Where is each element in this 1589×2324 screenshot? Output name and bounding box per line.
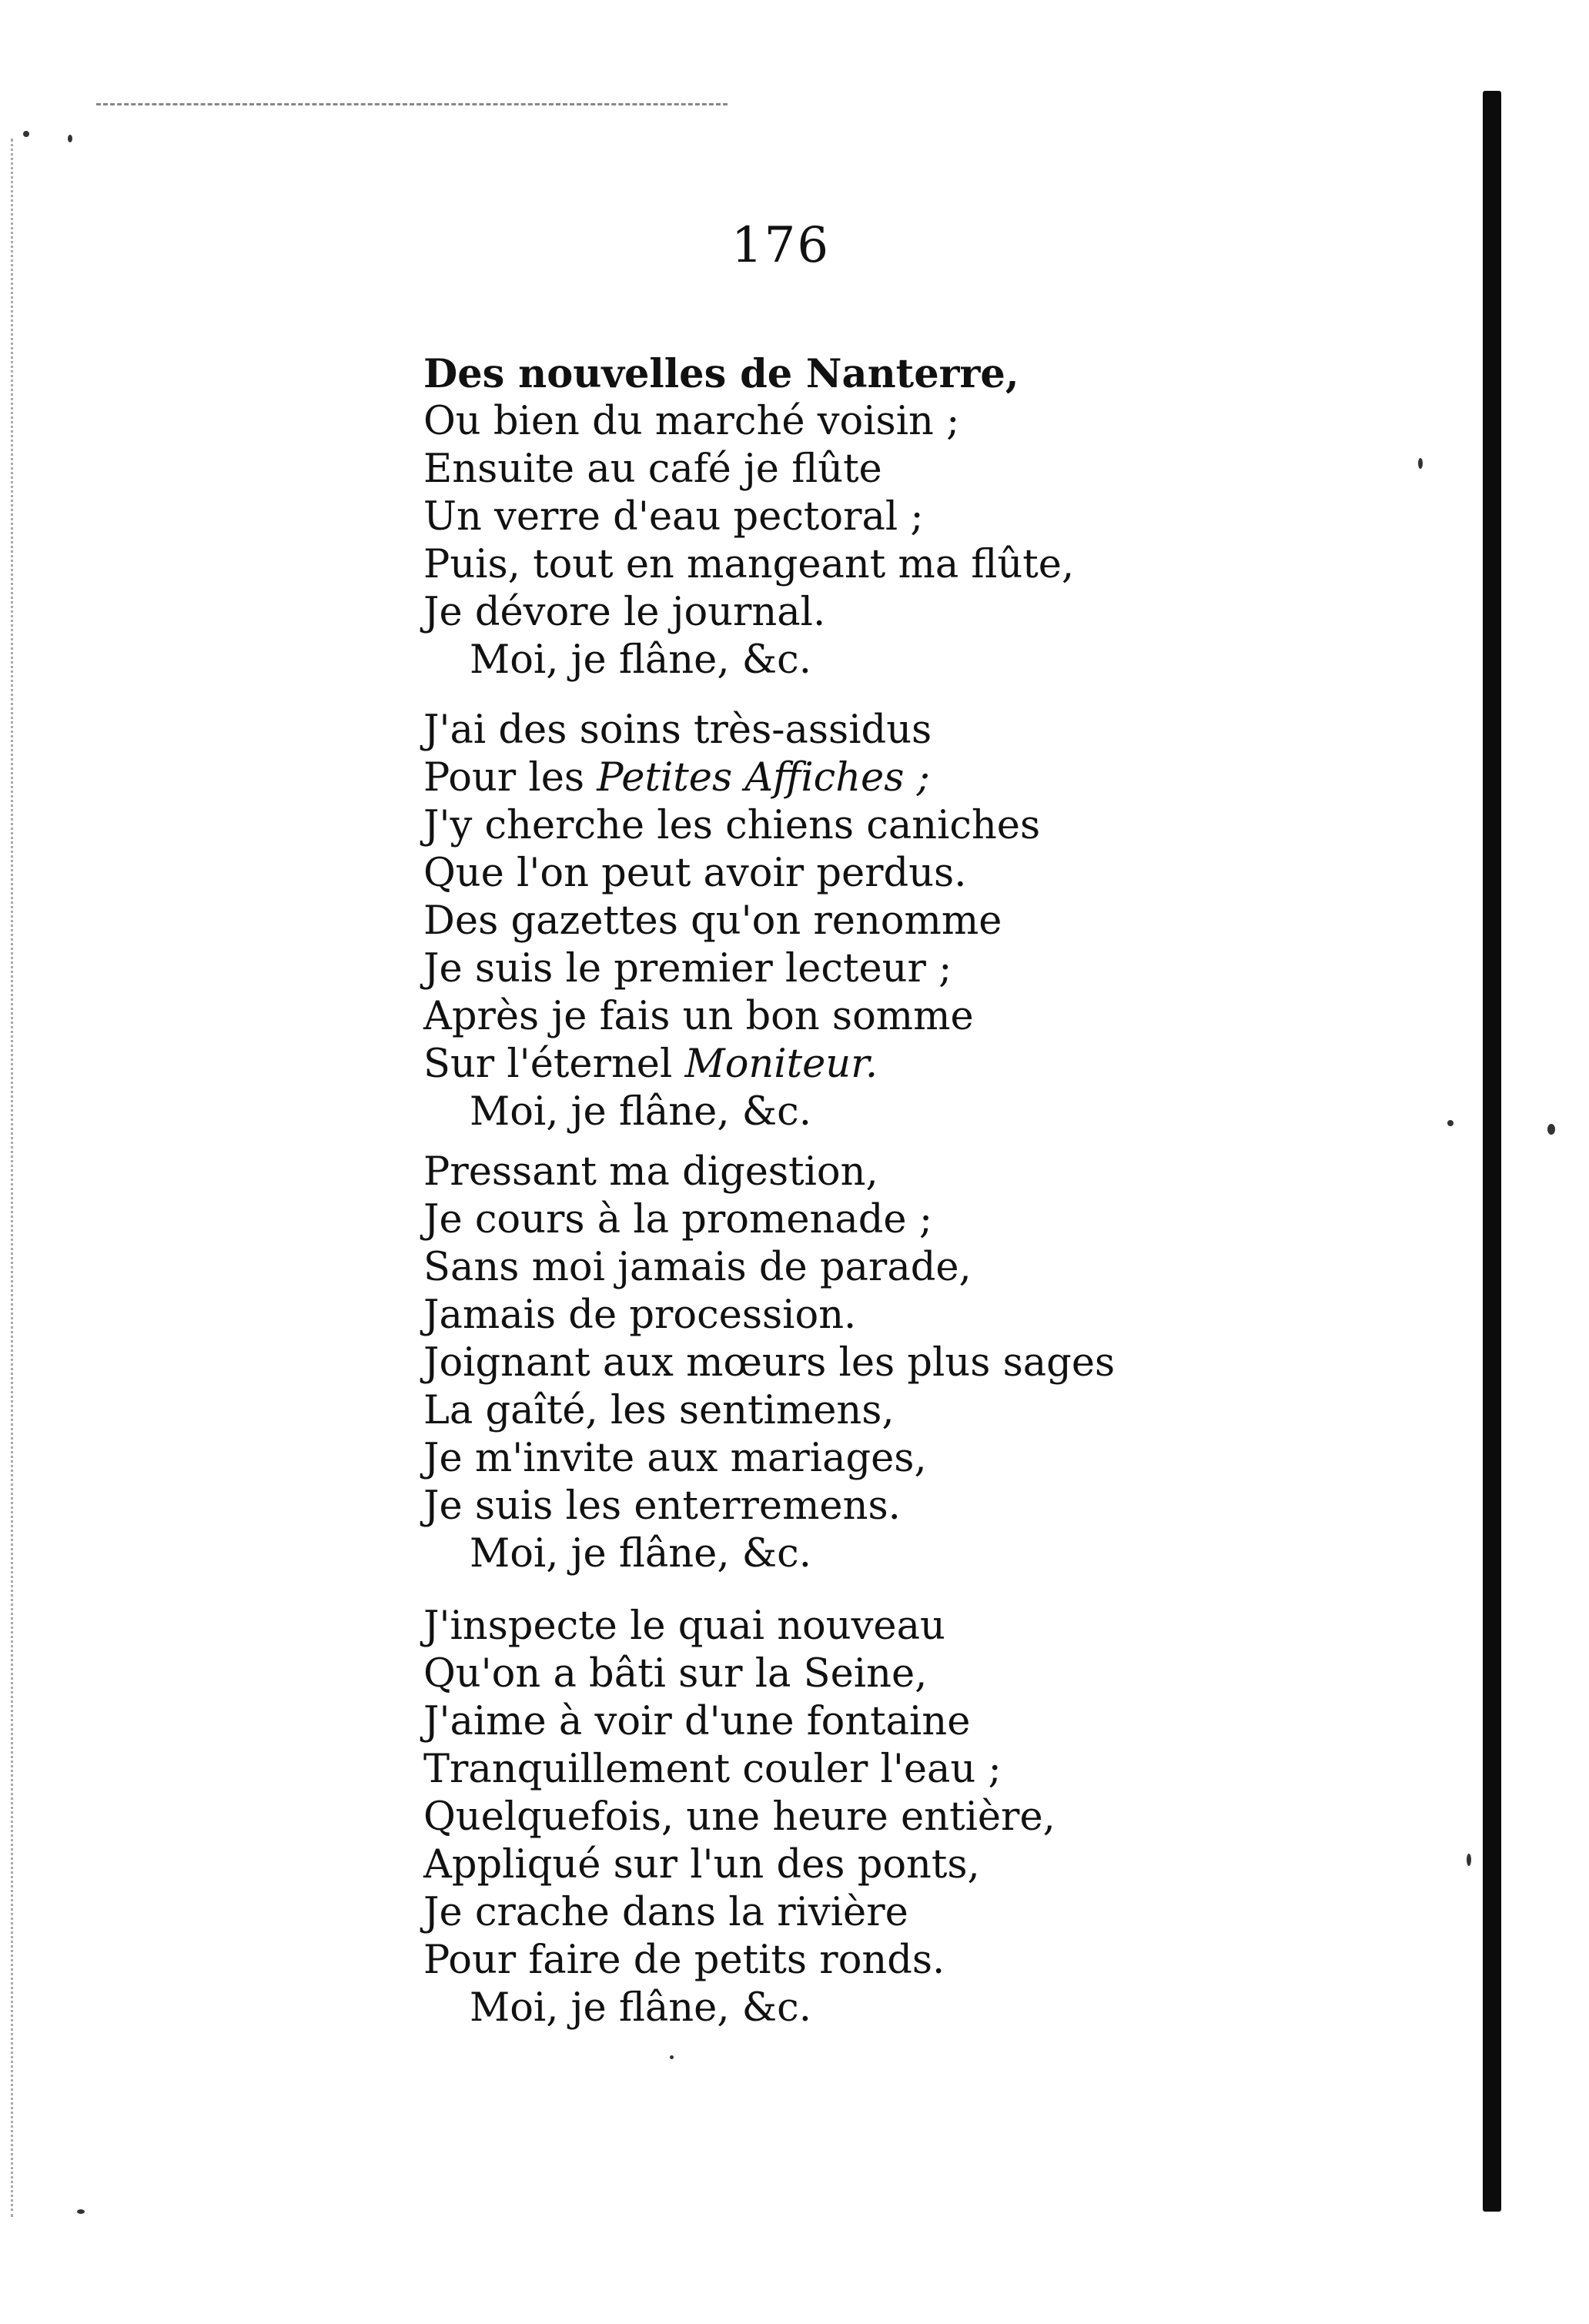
refrain-line: Moi, je flâne, &c. [470, 1531, 811, 1577]
verse-line: Je suis le premier lecteur ; [423, 946, 952, 991]
top-rule-divider [96, 103, 728, 105]
stanza-3 [423, 1149, 1424, 1578]
verse-line: Un verre d'eau pectoral ; [423, 494, 924, 540]
left-margin-dots [11, 139, 21, 2217]
verse-line: Que l'on peut avoir perdus. [423, 851, 967, 896]
verse-line [423, 1041, 1424, 1088]
verse-line [423, 754, 1424, 802]
verse-line: Je cours à la promenade ; [423, 1197, 933, 1242]
stanza-2 [423, 707, 1424, 1136]
verse-line: J'y cherche les chiens caniches [423, 803, 1041, 848]
verse-line: Je m'invite aux mariages, [423, 1436, 927, 1481]
refrain-line: Moi, je flâne, &c. [470, 637, 811, 683]
verse-line: Appliqué sur l'un des ponts, [423, 1842, 980, 1888]
verse-line: La gaîté, les sentimens, [423, 1388, 895, 1433]
verse-line: Ensuite au café je flûte [423, 446, 882, 492]
verse-line: J'inspecte le quai nouveau [423, 1603, 945, 1649]
stanza-1 [423, 350, 1424, 684]
verse-line: J'aime à voir d'une fontaine [423, 1699, 971, 1744]
verse-line-text: Sur l'éternel [423, 1042, 685, 1087]
verse-line-text: Pour les [423, 755, 597, 801]
binding-spine-edge [1483, 91, 1501, 2212]
verse-line: Sans moi jamais de parade, [423, 1245, 972, 1290]
verse-line: Je suis les enterremens. [423, 1483, 901, 1529]
verse-line: Puis, tout en mangeant ma flûte, [423, 542, 1075, 587]
verse-line: Pour faire de petits ronds. [423, 1938, 945, 1983]
page-number [0, 217, 1589, 274]
refrain-line: Moi, je flâne, &c. [470, 1089, 811, 1135]
verse-line: Des nouvelles de Nanterre, [423, 351, 1019, 397]
verse-line: Des gazettes qu'on renomme [423, 898, 1002, 944]
verse-line: Je dévore le journal. [423, 590, 826, 635]
verse-line: Qu'on a bâti sur la Seine, [423, 1651, 928, 1697]
verse-line: Après je fais un bon somme [423, 994, 974, 1039]
verse-line: Je crache dans la rivière [423, 1890, 908, 1935]
verse-line: Jamais de procession. [423, 1292, 857, 1338]
verse-line: Ou bien du marché voisin ; [423, 399, 960, 444]
italic-title-petites-affiches: Petites Affiches ; [597, 755, 930, 801]
verse-line: Quelquefois, une heure entière, [423, 1794, 1055, 1840]
verse-line: Pressant ma digestion, [423, 1149, 878, 1195]
verse-line: J'ai des soins très-assidus [423, 707, 932, 753]
stanza-4 [423, 1603, 1424, 2032]
page-number-text: 176 [731, 217, 831, 274]
verse-line: Joignant aux mœurs les plus sages [423, 1340, 1116, 1386]
italic-title-moniteur: Moniteur. [684, 1042, 878, 1087]
verse-line: Tranquillement couler l'eau ; [423, 1747, 1002, 1792]
refrain-line: Moi, je flâne, &c. [470, 1985, 811, 2031]
